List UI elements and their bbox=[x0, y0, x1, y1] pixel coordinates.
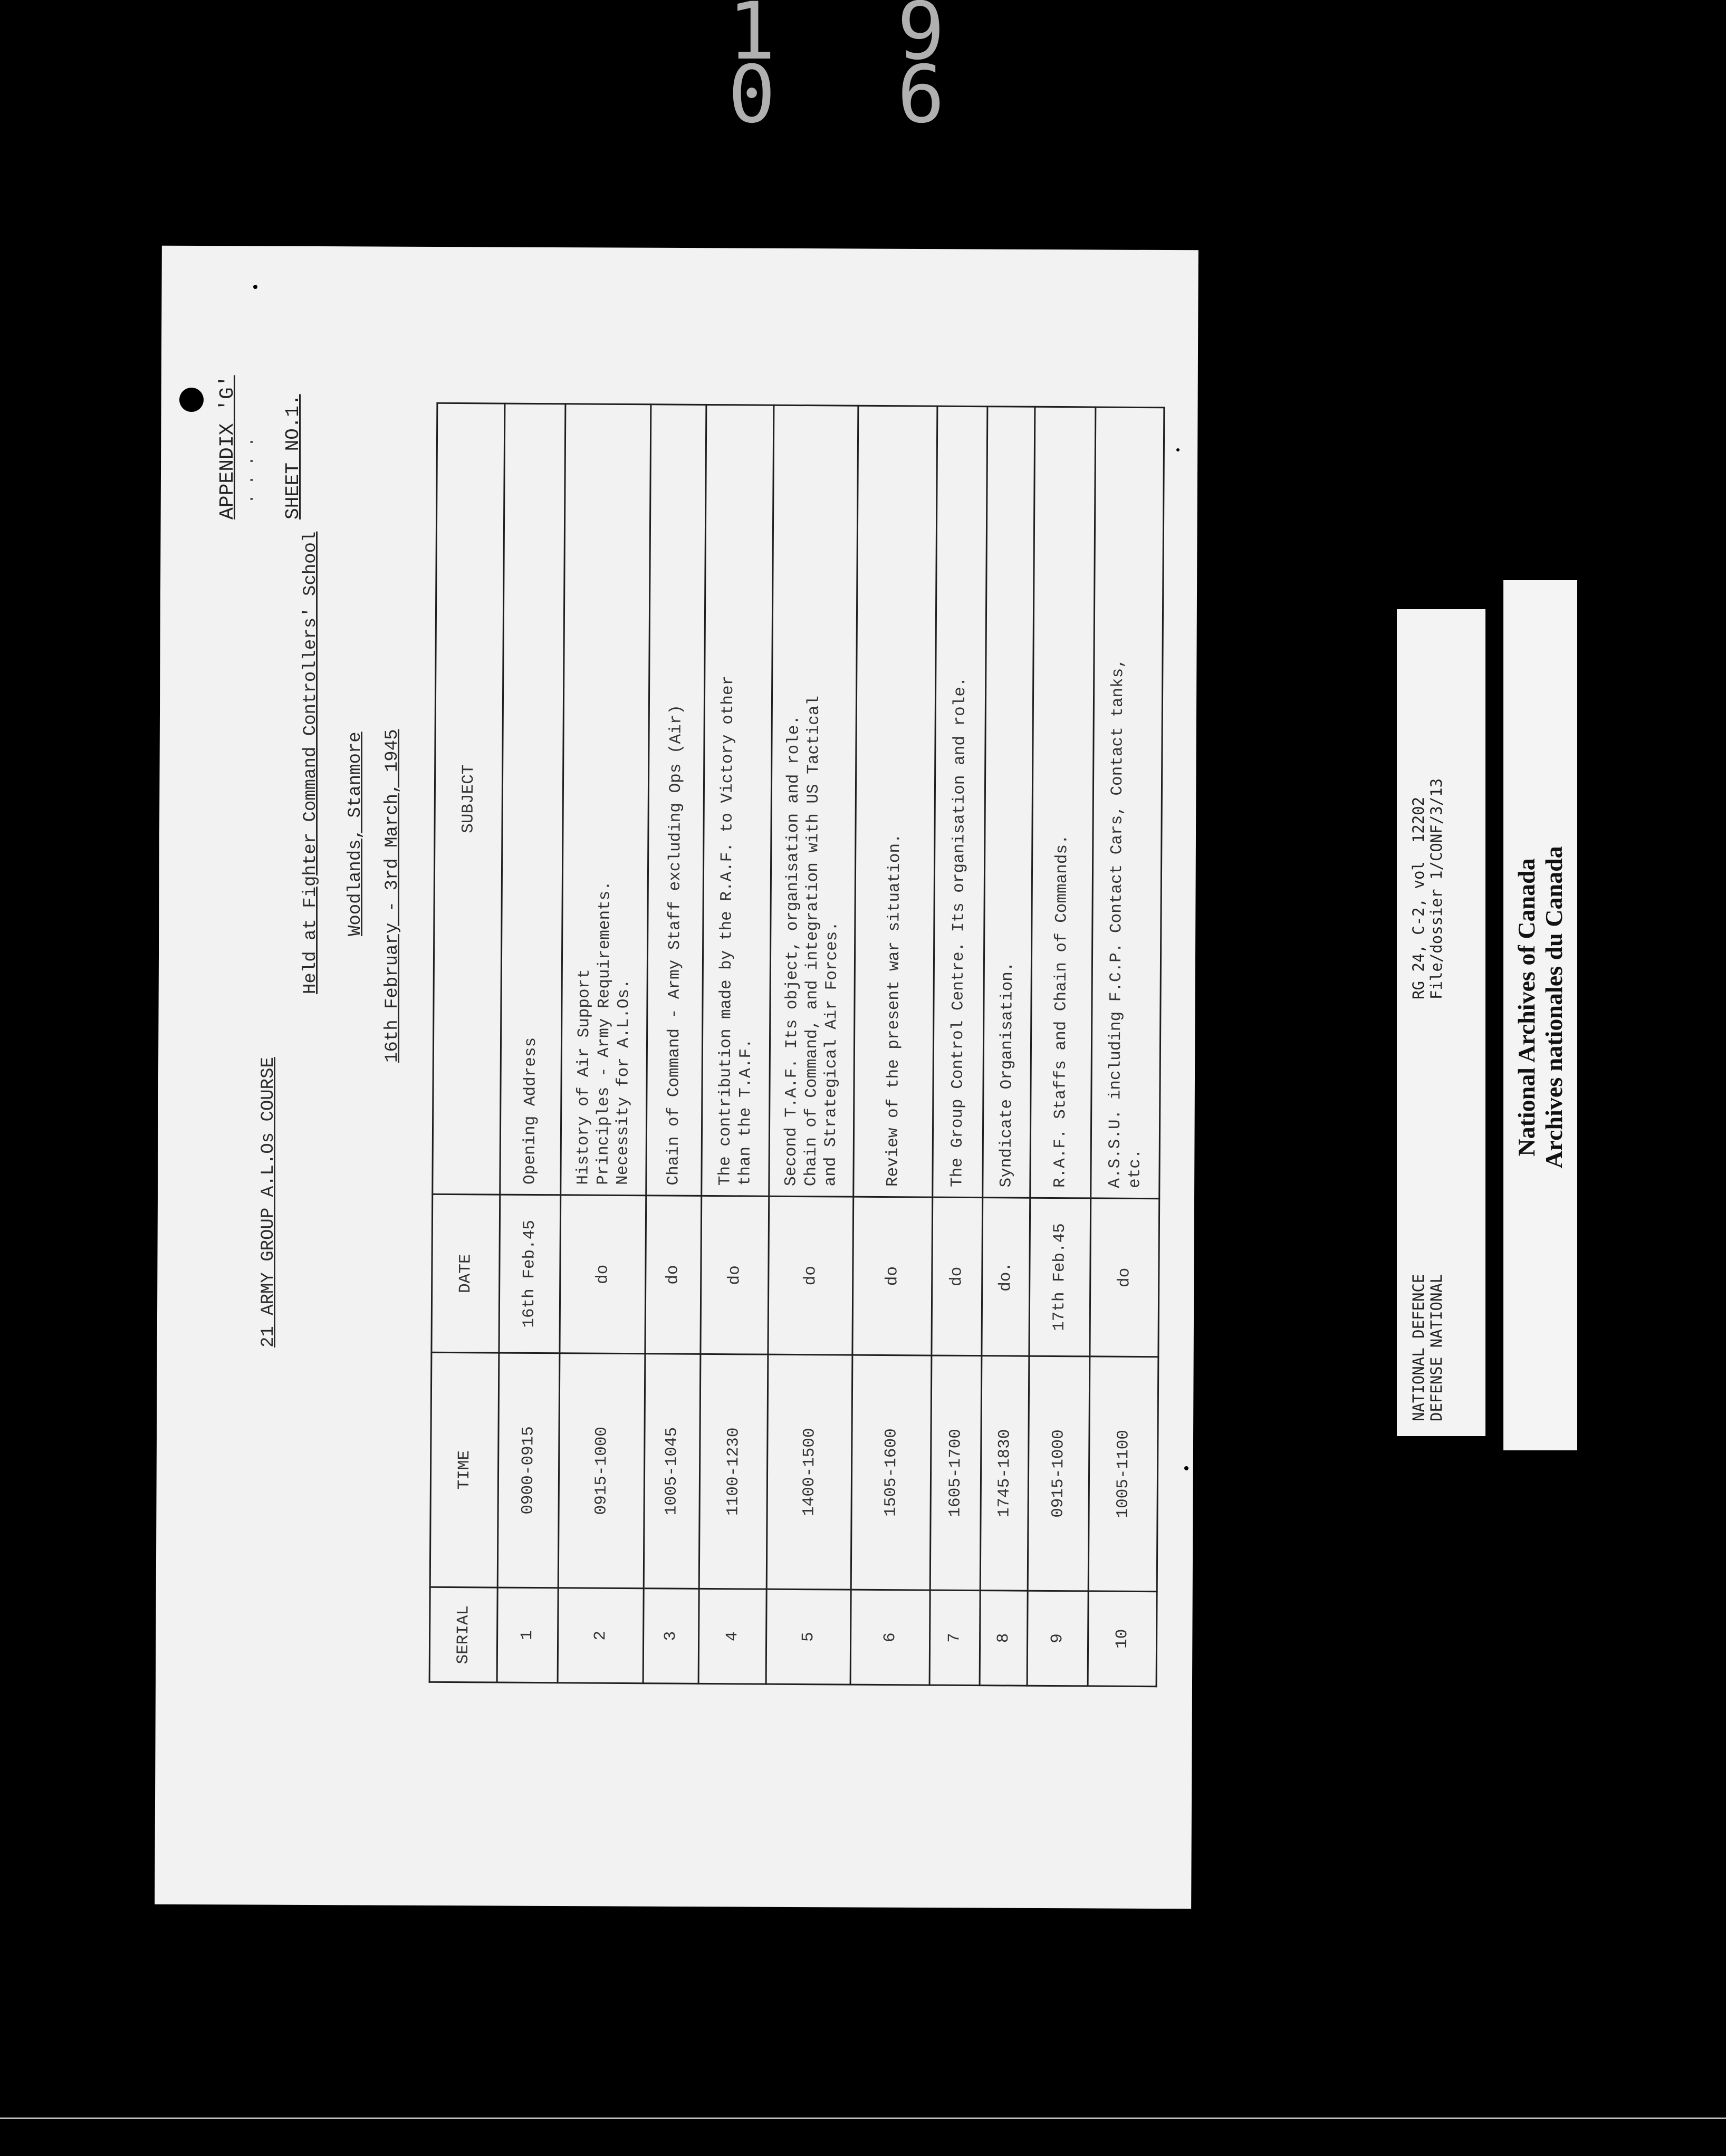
sheet-number: SHEET NO.1. bbox=[282, 394, 304, 519]
course-title: 21 ARMY GROUP A.L.Os COURSE bbox=[258, 1057, 279, 1348]
table-row bbox=[558, 404, 651, 1683]
course-venue: Held at Fighter Command Controllers' School bbox=[301, 531, 321, 994]
subject-cell: The Group Control Centre. Its organisation and role. bbox=[933, 406, 987, 1198]
table-row bbox=[497, 403, 565, 1683]
time-cell: 0900-0915 bbox=[497, 1353, 560, 1588]
subject-cell: Syndicate Organisation. bbox=[983, 407, 1035, 1198]
time-cell: 1605-1700 bbox=[930, 1355, 982, 1591]
subject-cell: Chain of Command - Army Staff excluding Ops (Air) bbox=[646, 405, 706, 1196]
document-content bbox=[166, 282, 1190, 1885]
date-cell: 17th Feb.45 bbox=[1029, 1198, 1091, 1356]
table-row bbox=[643, 405, 706, 1684]
serial-cell: 8 bbox=[980, 1591, 1028, 1686]
table-row bbox=[698, 405, 774, 1684]
appendix-label: APPENDIX 'G' bbox=[216, 375, 239, 519]
time-cell: 1005-1045 bbox=[644, 1354, 701, 1589]
label-line-national-defence: NATIONAL DEFENCE bbox=[1409, 1274, 1427, 1421]
table-row bbox=[1027, 407, 1096, 1686]
time-cell: 0915-1000 bbox=[1028, 1356, 1090, 1591]
date-cell: do bbox=[645, 1196, 702, 1354]
date-cell: do bbox=[932, 1197, 983, 1356]
date-cell: do bbox=[1090, 1198, 1159, 1357]
date-cell: do. bbox=[982, 1198, 1030, 1356]
archives-canada-strip bbox=[1503, 580, 1577, 1450]
time-cell: 1505-1600 bbox=[851, 1355, 932, 1590]
table-row bbox=[929, 406, 987, 1686]
table-row bbox=[766, 405, 858, 1685]
subject-cell: R.A.F. Staffs and Chain of Commands. bbox=[1030, 407, 1096, 1198]
label-line-record-group: RG 24, C-2, vol 12202 bbox=[1409, 796, 1427, 999]
serial-cell: 2 bbox=[558, 1588, 644, 1683]
column-header-subject: SUBJECT bbox=[433, 403, 505, 1195]
subject-cell: The contribution made by the R.A.F. to Victory other than the T.A.F. bbox=[702, 405, 774, 1196]
date-cell: do bbox=[768, 1196, 854, 1355]
serial-cell: 5 bbox=[766, 1589, 851, 1685]
serial-cell: 4 bbox=[698, 1589, 766, 1684]
table-row bbox=[850, 406, 937, 1685]
table-header-row bbox=[429, 403, 505, 1682]
subject-cell: A.S.S.U. including F.C.P. Contact Cars, Contact tanks, etc. bbox=[1091, 407, 1164, 1199]
date-cell: do bbox=[560, 1195, 646, 1354]
course-dates: 16th February - 3rd March, 1945 bbox=[382, 729, 402, 1063]
microfilm-frame-number: 1 9 0 6 bbox=[728, 0, 982, 141]
serial-cell: 9 bbox=[1027, 1591, 1088, 1686]
schedule-table bbox=[429, 402, 1165, 1687]
archives-name-english: National Archives of Canada bbox=[1513, 858, 1540, 1157]
time-cell: 1100-1230 bbox=[699, 1354, 768, 1589]
table-row bbox=[1088, 407, 1164, 1687]
label-line-file-dossier: File/dossier 1/CONF/3/13 bbox=[1427, 778, 1445, 999]
time-cell: 1400-1500 bbox=[766, 1354, 852, 1590]
date-cell: 16th Feb.45 bbox=[499, 1195, 561, 1353]
time-cell: 0915-1000 bbox=[558, 1353, 645, 1589]
subject-cell: Second T.A.F. Its object, organisation and role. Chain of Command, and integration with US Tactical and Strategical Air Forces. bbox=[769, 405, 858, 1197]
date-cell: do bbox=[852, 1197, 933, 1355]
date-cell: do bbox=[701, 1196, 769, 1354]
film-edge-line bbox=[0, 2118, 1726, 2119]
course-location: Woodlands, Stanmore bbox=[346, 732, 366, 936]
subject-cell: Review of the present war situation. bbox=[854, 406, 937, 1197]
label-line-defense-nationale: DEFENSE NATIONAL bbox=[1427, 1274, 1445, 1421]
column-header-date: DATE bbox=[432, 1194, 500, 1353]
column-header-time: TIME bbox=[430, 1352, 499, 1587]
column-header-serial: SERIAL bbox=[429, 1587, 497, 1682]
serial-cell: 6 bbox=[850, 1590, 930, 1685]
serial-cell: 1 bbox=[497, 1587, 558, 1683]
archives-name-french: Archives nationales du Canada bbox=[1540, 846, 1567, 1169]
table-row bbox=[980, 407, 1035, 1686]
time-cell: 1745-1830 bbox=[980, 1356, 1029, 1591]
serial-cell: 3 bbox=[643, 1589, 699, 1684]
archive-reference-label bbox=[1397, 609, 1485, 1436]
serial-cell: 7 bbox=[929, 1590, 980, 1686]
time-cell: 1005-1100 bbox=[1088, 1356, 1158, 1592]
subject-cell: History of Air Support Principles - Army Requirements. Necessity for A.L.Os. bbox=[561, 404, 651, 1196]
serial-cell: 10 bbox=[1088, 1591, 1157, 1687]
subject-cell: Opening Address bbox=[500, 403, 565, 1195]
appendix-dots: . . . . bbox=[240, 437, 258, 504]
